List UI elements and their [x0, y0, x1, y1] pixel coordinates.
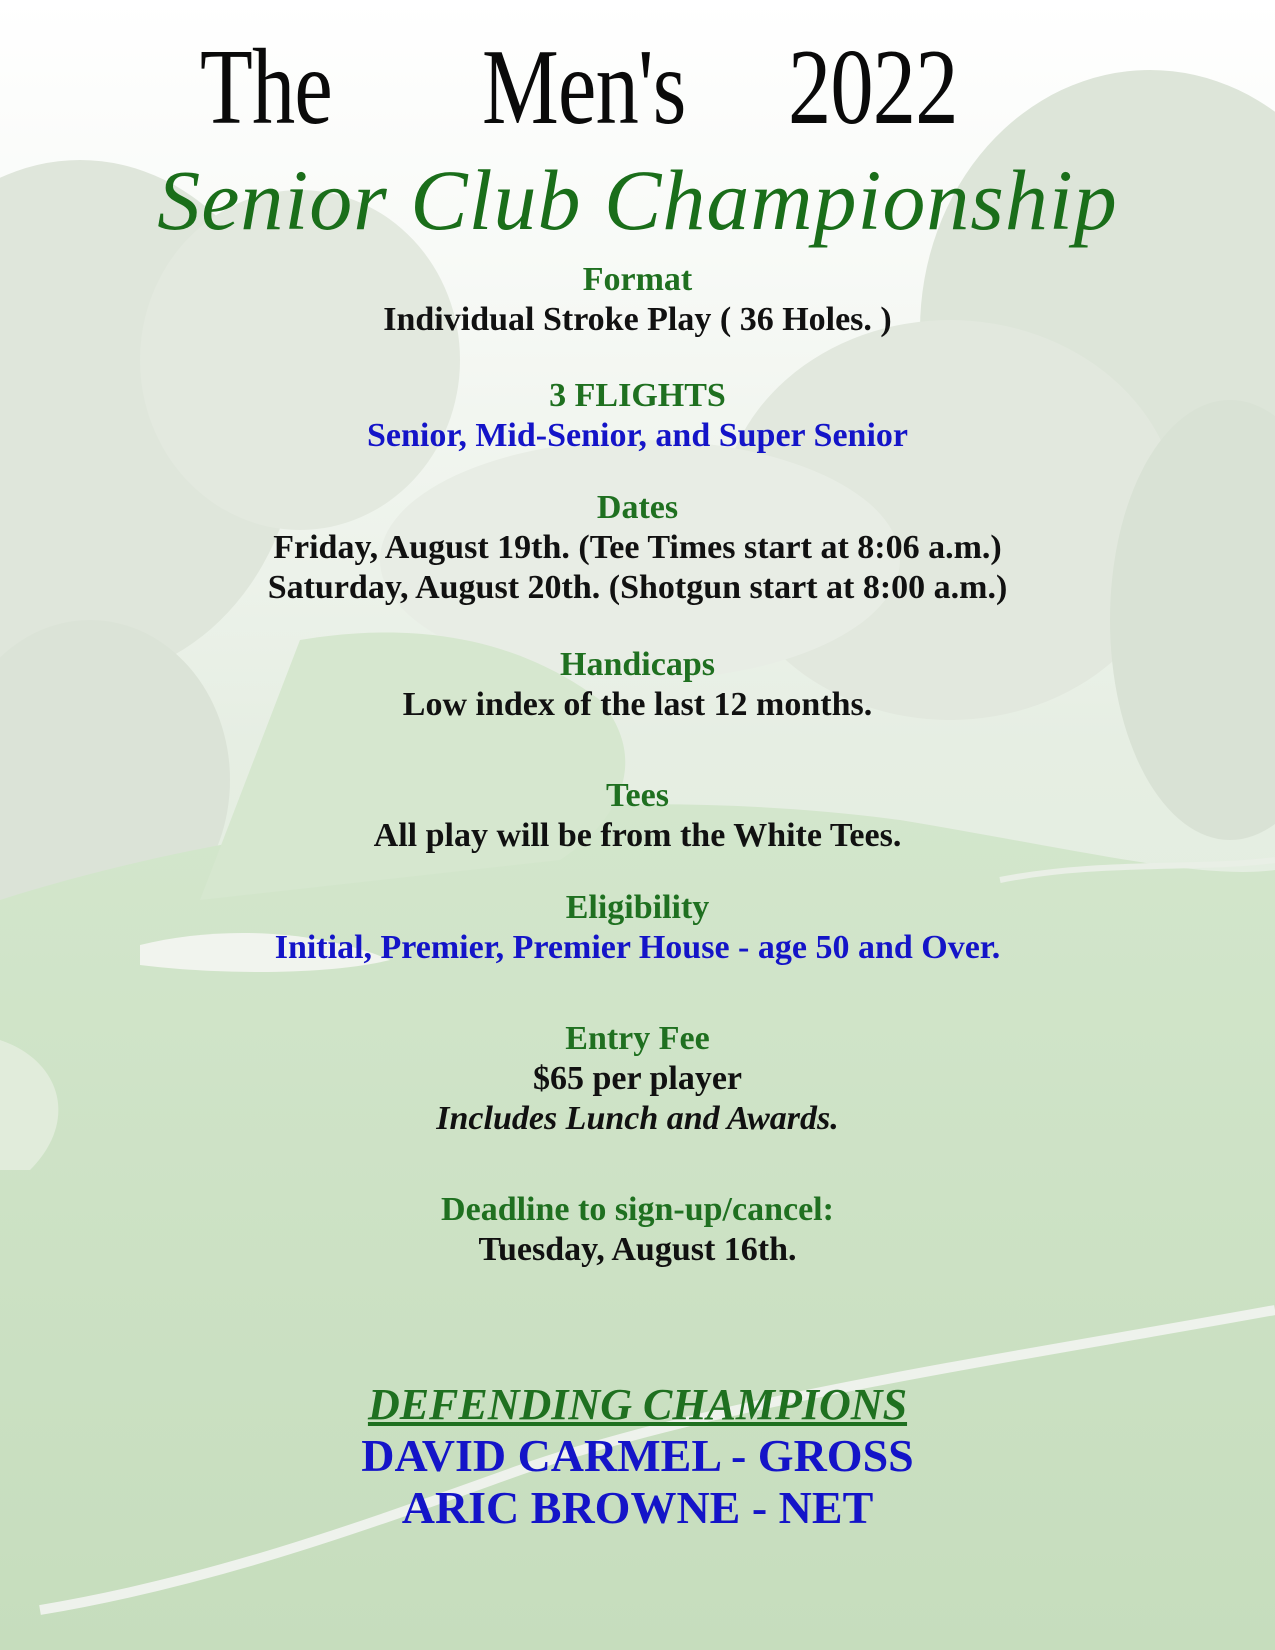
dates-heading: Dates — [596, 489, 679, 526]
subtitle: Senior Club Championship — [157, 152, 1118, 248]
entry-fee-heading: Entry Fee — [565, 1020, 710, 1057]
eligibility-text: Initial, Premier, Premier House - age 50 and Over. — [274, 929, 1001, 966]
tees-heading: Tees — [606, 777, 669, 814]
entry-fee-note: Includes Lunch and Awards. — [436, 1100, 839, 1137]
flights-section — [0, 376, 1275, 456]
entry-fee-amount: $65 per player — [532, 1060, 742, 1097]
format-section — [0, 260, 1275, 340]
champions-section — [0, 1380, 1275, 1534]
entry-fee-section — [0, 1019, 1275, 1139]
main-title — [0, 28, 1275, 148]
eligibility-heading: Eligibility — [565, 889, 710, 926]
handicaps-text: Low index of the last 12 months. — [402, 686, 873, 723]
eligibility-section — [0, 888, 1275, 968]
flights-heading: 3 FLIGHTS — [549, 377, 726, 414]
tees-section — [0, 776, 1275, 856]
format-text: Individual Stroke Play ( 36 Holes. ) — [383, 301, 892, 338]
champions-heading: DEFENDING CHAMPIONS — [367, 1380, 908, 1429]
title-word-mens: Men's — [482, 28, 686, 147]
deadline-heading: Deadline to sign-up/cancel: — [441, 1191, 834, 1228]
flights-text: Senior, Mid-Senior, and Super Senior — [367, 417, 908, 454]
handicaps-heading: Handicaps — [560, 646, 715, 683]
champion-gross: DAVID CARMEL - GROSS — [361, 1430, 914, 1481]
tees-text: All play will be from the White Tees. — [373, 817, 902, 854]
title-word-the: The — [200, 28, 332, 147]
format-heading: Format — [582, 261, 693, 298]
dates-section — [0, 488, 1275, 608]
handicaps-section — [0, 645, 1275, 725]
dates-line-saturday: Saturday, August 20th. (Shotgun start at 8:00 a.m.) — [267, 569, 1008, 606]
deadline-text: Tuesday, August 16th. — [478, 1231, 797, 1268]
champion-net: ARIC BROWNE - NET — [401, 1482, 874, 1533]
deadline-section — [0, 1190, 1275, 1270]
dates-line-friday: Friday, August 19th. (Tee Times start at 8:06 a.m.) — [273, 529, 1002, 566]
title-word-year: 2022 — [788, 28, 958, 147]
